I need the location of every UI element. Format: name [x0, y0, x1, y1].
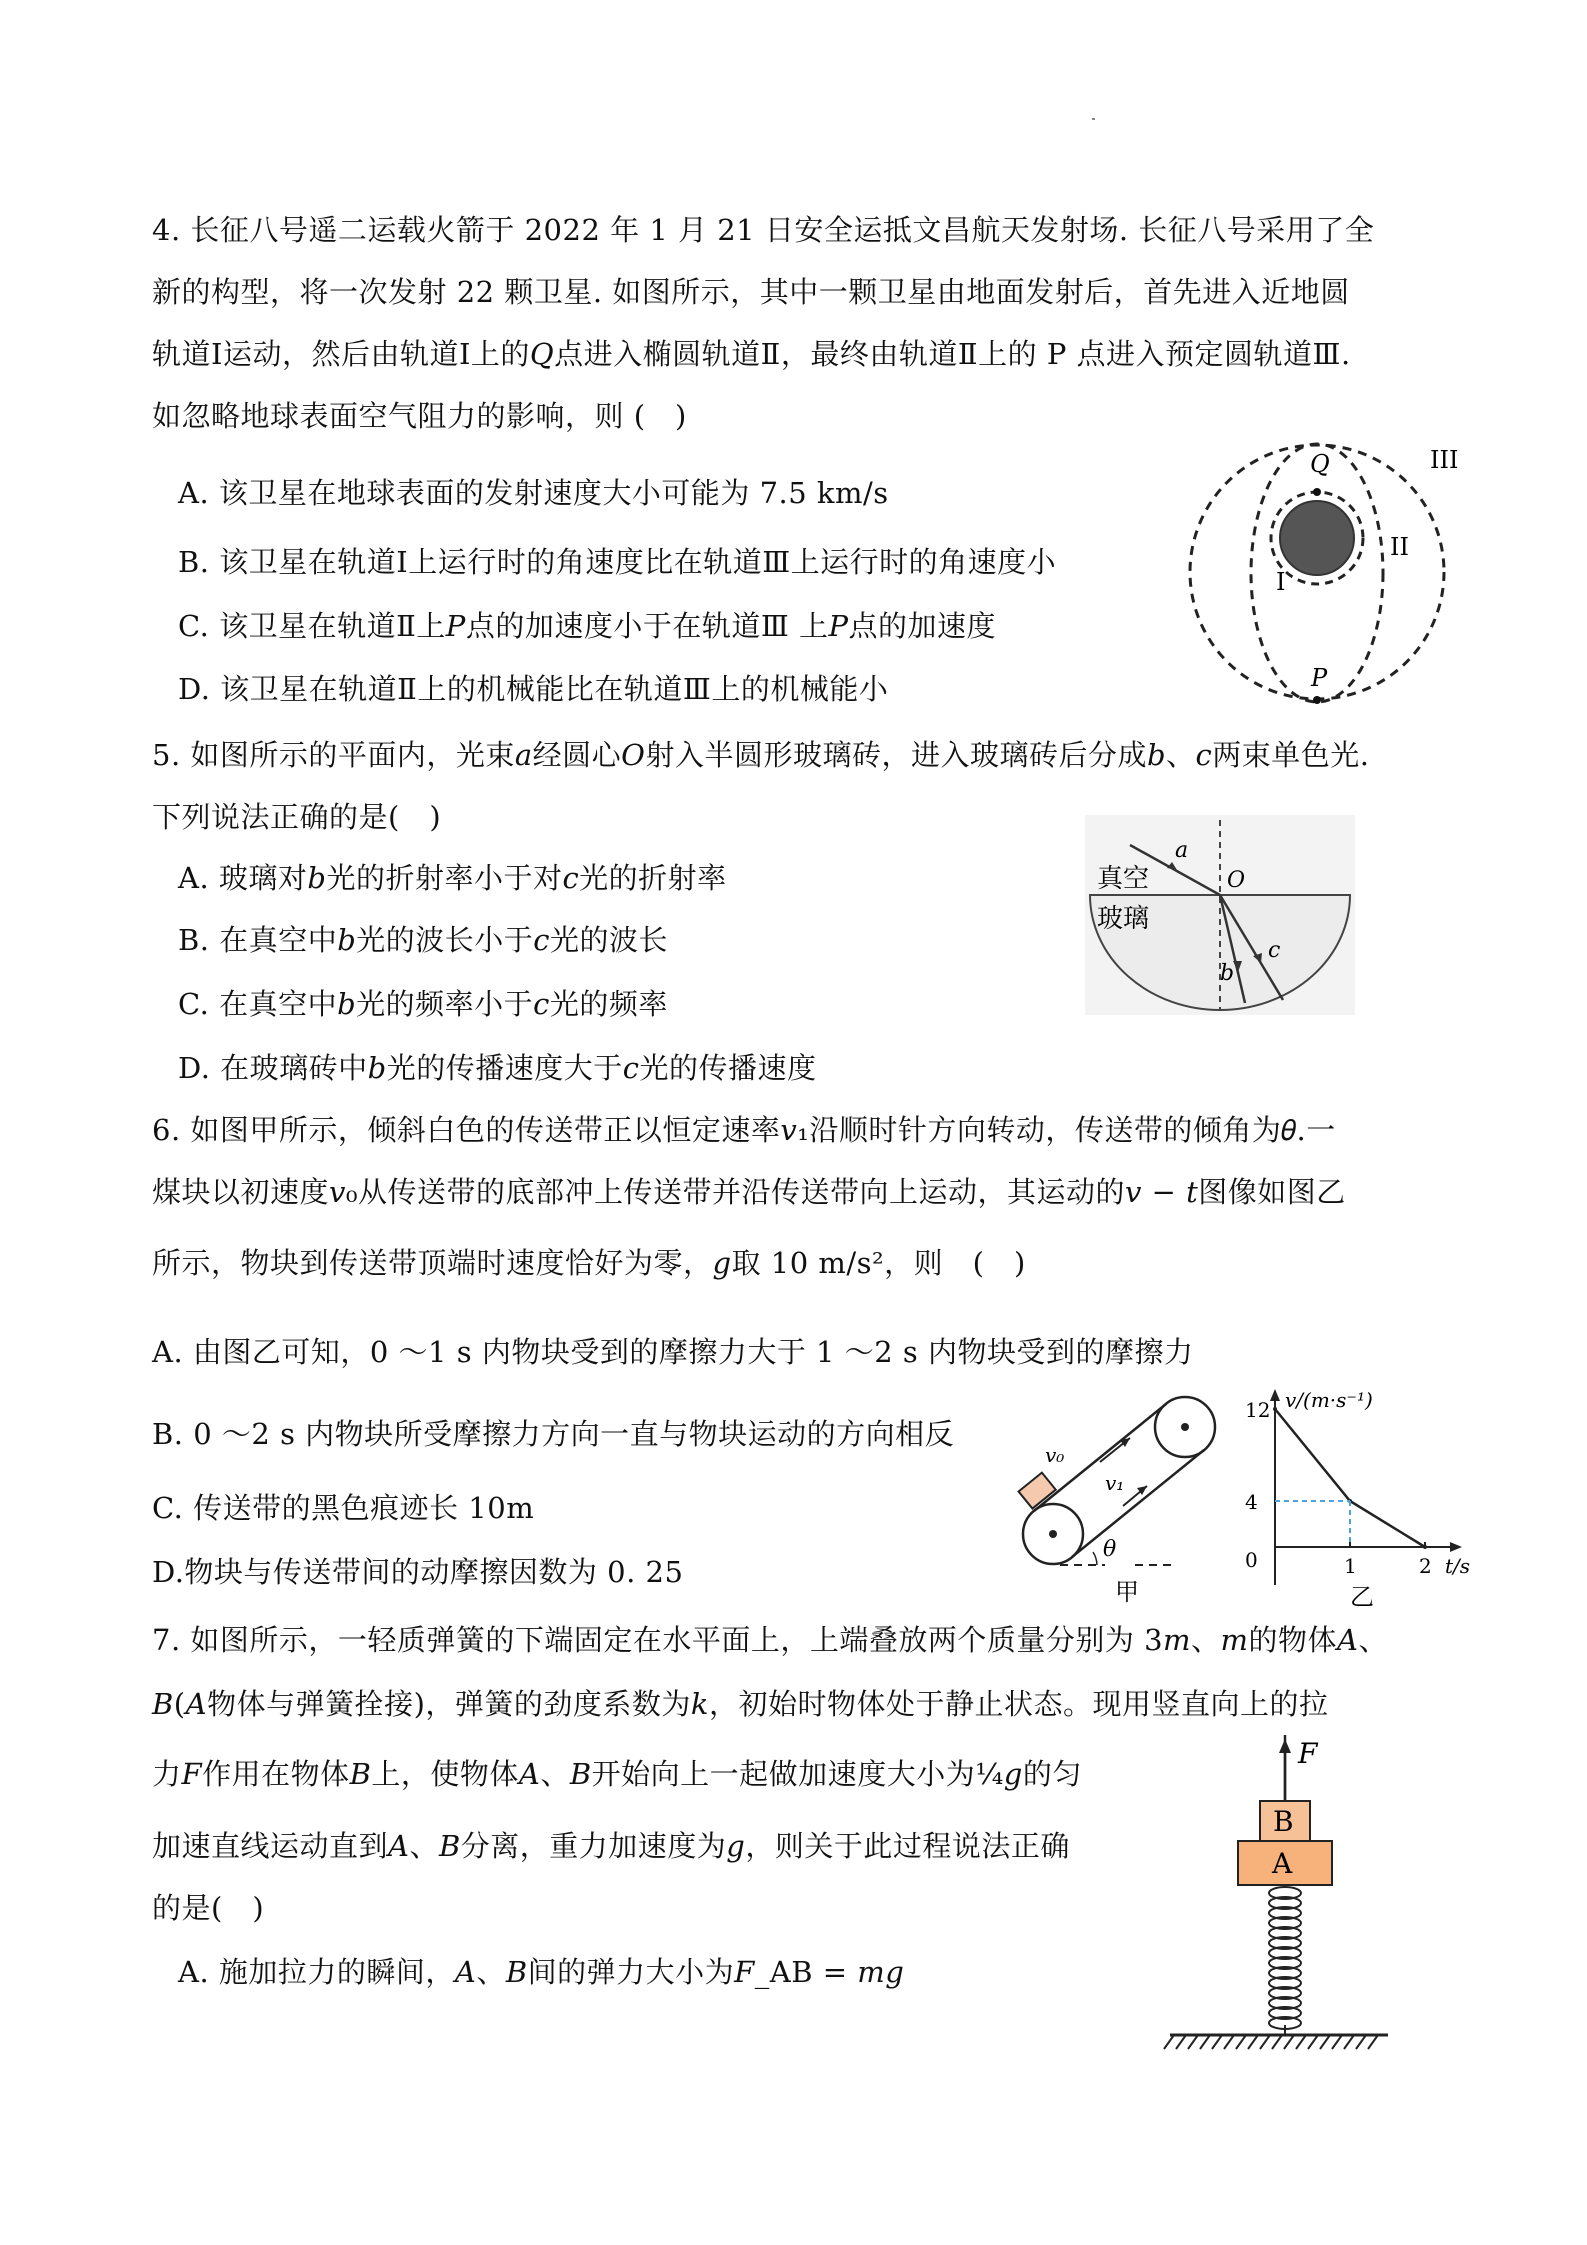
q5-line-2: 下列说法正确的是( ): [152, 800, 442, 834]
hatch-mark: [1212, 2035, 1222, 2049]
hatch-mark: [1284, 2035, 1294, 2049]
q6-line-3: 所示，物块到传送带顶端时速度恰好为零，𝑔取 10 m/s²，则 ( ): [152, 1246, 1026, 1280]
q4-line-1: 4. 长征八号遥二运载火箭于 2022 年 1 月 21 日安全运抵文昌航天发射场. 长征八号采用了全: [152, 213, 1375, 247]
q7-option-a: A. 施加拉力的瞬间，𝐴、𝐵间的弹力大小为𝐹_AB = 𝑚𝑔: [178, 1955, 905, 1989]
caption-jia: 甲: [1115, 1578, 1139, 1606]
q6-line-1: 6. 如图甲所示，倾斜白色的传送带正以恒定速率𝑣₁沿顺时针方向转动，传送带的倾角为𝜃.一: [152, 1113, 1336, 1147]
q7-line-1: 7. 如图所示，一轻质弹簧的下端固定在水平面上，上端叠放两个质量分别为 3𝑚、𝑚的物体𝐴、: [152, 1623, 1388, 1657]
label-v0: v₀: [1045, 1443, 1065, 1467]
label-c: c: [1268, 938, 1281, 963]
hatch-mark: [1356, 2035, 1366, 2049]
q4-line-3: 轨道Ⅰ运动，然后由轨道Ⅰ上的𝑄点进入椭圆轨道Ⅱ，最终由轨道Ⅱ上的 P 点进入预定圆轨道Ⅲ.: [152, 337, 1351, 371]
q4-option-d: D. 该卫星在轨道Ⅱ上的机械能比在轨道Ⅲ上的机械能小: [178, 672, 889, 706]
conveyor-figure: [1005, 1390, 1240, 1610]
q4-line-4: 如忽略地球表面空气阻力的影响，则 ( ): [152, 399, 687, 433]
label-v1: v₁: [1105, 1471, 1125, 1495]
top-pulley-axle: [1181, 1423, 1189, 1431]
label-orbit-I: I: [1276, 568, 1286, 596]
scan-dot: [1092, 118, 1095, 120]
label-a: a: [1175, 838, 1189, 863]
q4-option-b: B. 该卫星在轨道Ⅰ上运行时的角速度比在轨道Ⅲ上运行时的角速度小: [178, 545, 1057, 579]
point-Q: [1313, 488, 1321, 496]
caption-yi: 乙: [1350, 1583, 1374, 1610]
q6-option-b: B. 0 ～2 s 内物块所受摩擦力方向一直与物块运动的方向相反: [152, 1417, 955, 1451]
hatch-mark: [1368, 2035, 1378, 2049]
vt-graph: [1240, 1385, 1480, 1610]
v-axis-arrow: [1270, 1389, 1280, 1401]
q5-option-d: D. 在玻璃砖中𝑏光的传播速度大于𝑐光的传播速度: [178, 1051, 817, 1085]
vt-series-line: [1275, 1409, 1425, 1547]
hatch-mark: [1344, 2035, 1354, 2049]
q5-option-c: C. 在真空中𝑏光的频率小于𝑐光的频率: [178, 987, 668, 1021]
label-O: O: [1227, 868, 1246, 893]
label-Q: Q: [1310, 450, 1330, 478]
spring: [1269, 1887, 1301, 2035]
vt-ytick-label: 4: [1245, 1490, 1258, 1514]
vt-ytick-label: 0: [1245, 1548, 1258, 1572]
q4-line-2: 新的构型，将一次发射 22 颗卫星. 如图所示，其中一颗卫星由地面发射后，首先进入近地圆: [152, 275, 1350, 309]
q7-line-3: 力𝐹作用在物体𝐵上，使物体𝐴、𝐵开始向上一起做加速度大小为¼𝑔的匀: [152, 1757, 1082, 1791]
hatch-mark: [1320, 2035, 1330, 2049]
ground-hatch: [1164, 2035, 1378, 2049]
hatch-mark: [1224, 2035, 1234, 2049]
q6-option-c: C. 传送带的黑色痕迹长 10m: [152, 1491, 535, 1525]
hatch-mark: [1296, 2035, 1306, 2049]
point-P: [1313, 696, 1321, 704]
q4-option-c: C. 该卫星在轨道Ⅱ上𝑃点的加速度小于在轨道Ⅲ 上𝑃点的加速度: [178, 609, 997, 643]
glass-refraction-figure: [1085, 815, 1355, 1015]
label-b: b: [1220, 961, 1235, 986]
t-axis-arrow: [1450, 1542, 1462, 1552]
spring-figure: [1160, 1735, 1400, 2065]
q4-option-a: A. 该卫星在地球表面的发射速度大小可能为 7.5 km/s: [178, 476, 889, 510]
q7-line-4: 加速直线运动直到𝐴、𝐵分离，重力加速度为𝑔，则关于此过程说法正确: [152, 1829, 1070, 1863]
hatch-mark: [1272, 2035, 1282, 2049]
hatch-mark: [1176, 2035, 1186, 2049]
bottom-pulley-axle: [1049, 1530, 1057, 1538]
theta-arc: [1093, 1552, 1097, 1565]
vt-point: [1273, 1407, 1277, 1411]
hatch-mark: [1308, 2035, 1318, 2049]
label-orbit-III: III: [1430, 446, 1459, 474]
hatch-mark: [1260, 2035, 1270, 2049]
label-vacuum: 真空: [1097, 864, 1150, 894]
hatch-mark: [1248, 2035, 1258, 2049]
label-B: B: [1273, 1805, 1294, 1838]
vt-xlabel: t/s: [1445, 1554, 1471, 1578]
q6-option-a: A. 由图乙可知，0 ～1 s 内物块受到的摩擦力大于 1 ～2 s 内物块受到的摩擦力: [152, 1335, 1194, 1369]
q7-line-5: 的是( ): [152, 1891, 265, 1925]
vt-xtick-label: 2: [1419, 1554, 1432, 1578]
q5-line-1: 5. 如图所示的平面内，光束𝑎经圆心𝑂射入半圆形玻璃砖，进入玻璃砖后分成𝑏、𝑐两束单色光.: [152, 738, 1370, 772]
vt-ytick-label: 12: [1245, 1398, 1271, 1422]
label-glass: 玻璃: [1097, 904, 1150, 934]
vt-xtick-label: 1: [1344, 1554, 1357, 1578]
q6-line-2: 煤块以初速度𝑣₀从传送带的底部冲上传送带并沿传送带向上运动，其运动的𝑣 − 𝑡图像如图乙: [152, 1175, 1346, 1209]
vt-ylabel: v/(m·s⁻¹): [1285, 1388, 1373, 1412]
force-arrow: [1279, 1739, 1291, 1753]
label-F: F: [1298, 1737, 1318, 1770]
label-A: A: [1272, 1847, 1293, 1880]
q6-option-d: D.物块与传送带间的动摩擦因数为 0. 25: [152, 1555, 684, 1589]
q5-option-a: A. 玻璃对𝑏光的折射率小于对𝑐光的折射率: [178, 861, 727, 895]
label-theta: θ: [1103, 1537, 1117, 1562]
belt-bottom: [1072, 1450, 1204, 1557]
hatch-mark: [1200, 2035, 1210, 2049]
earth: [1280, 501, 1354, 575]
hatch-mark: [1164, 2035, 1174, 2049]
label-P: P: [1311, 664, 1328, 692]
orbit-figure: [1180, 440, 1490, 720]
hatch-mark: [1236, 2035, 1246, 2049]
q5-option-b: B. 在真空中𝑏光的波长小于𝑐光的波长: [178, 923, 669, 957]
hatch-mark: [1188, 2035, 1198, 2049]
label-orbit-II: II: [1390, 533, 1409, 561]
q7-line-2: 𝐵(𝐴物体与弹簧拴接)，弹簧的劲度系数为𝑘，初始时物体处于静止状态。现用竖直向上的拉: [152, 1687, 1329, 1721]
hatch-mark: [1332, 2035, 1342, 2049]
